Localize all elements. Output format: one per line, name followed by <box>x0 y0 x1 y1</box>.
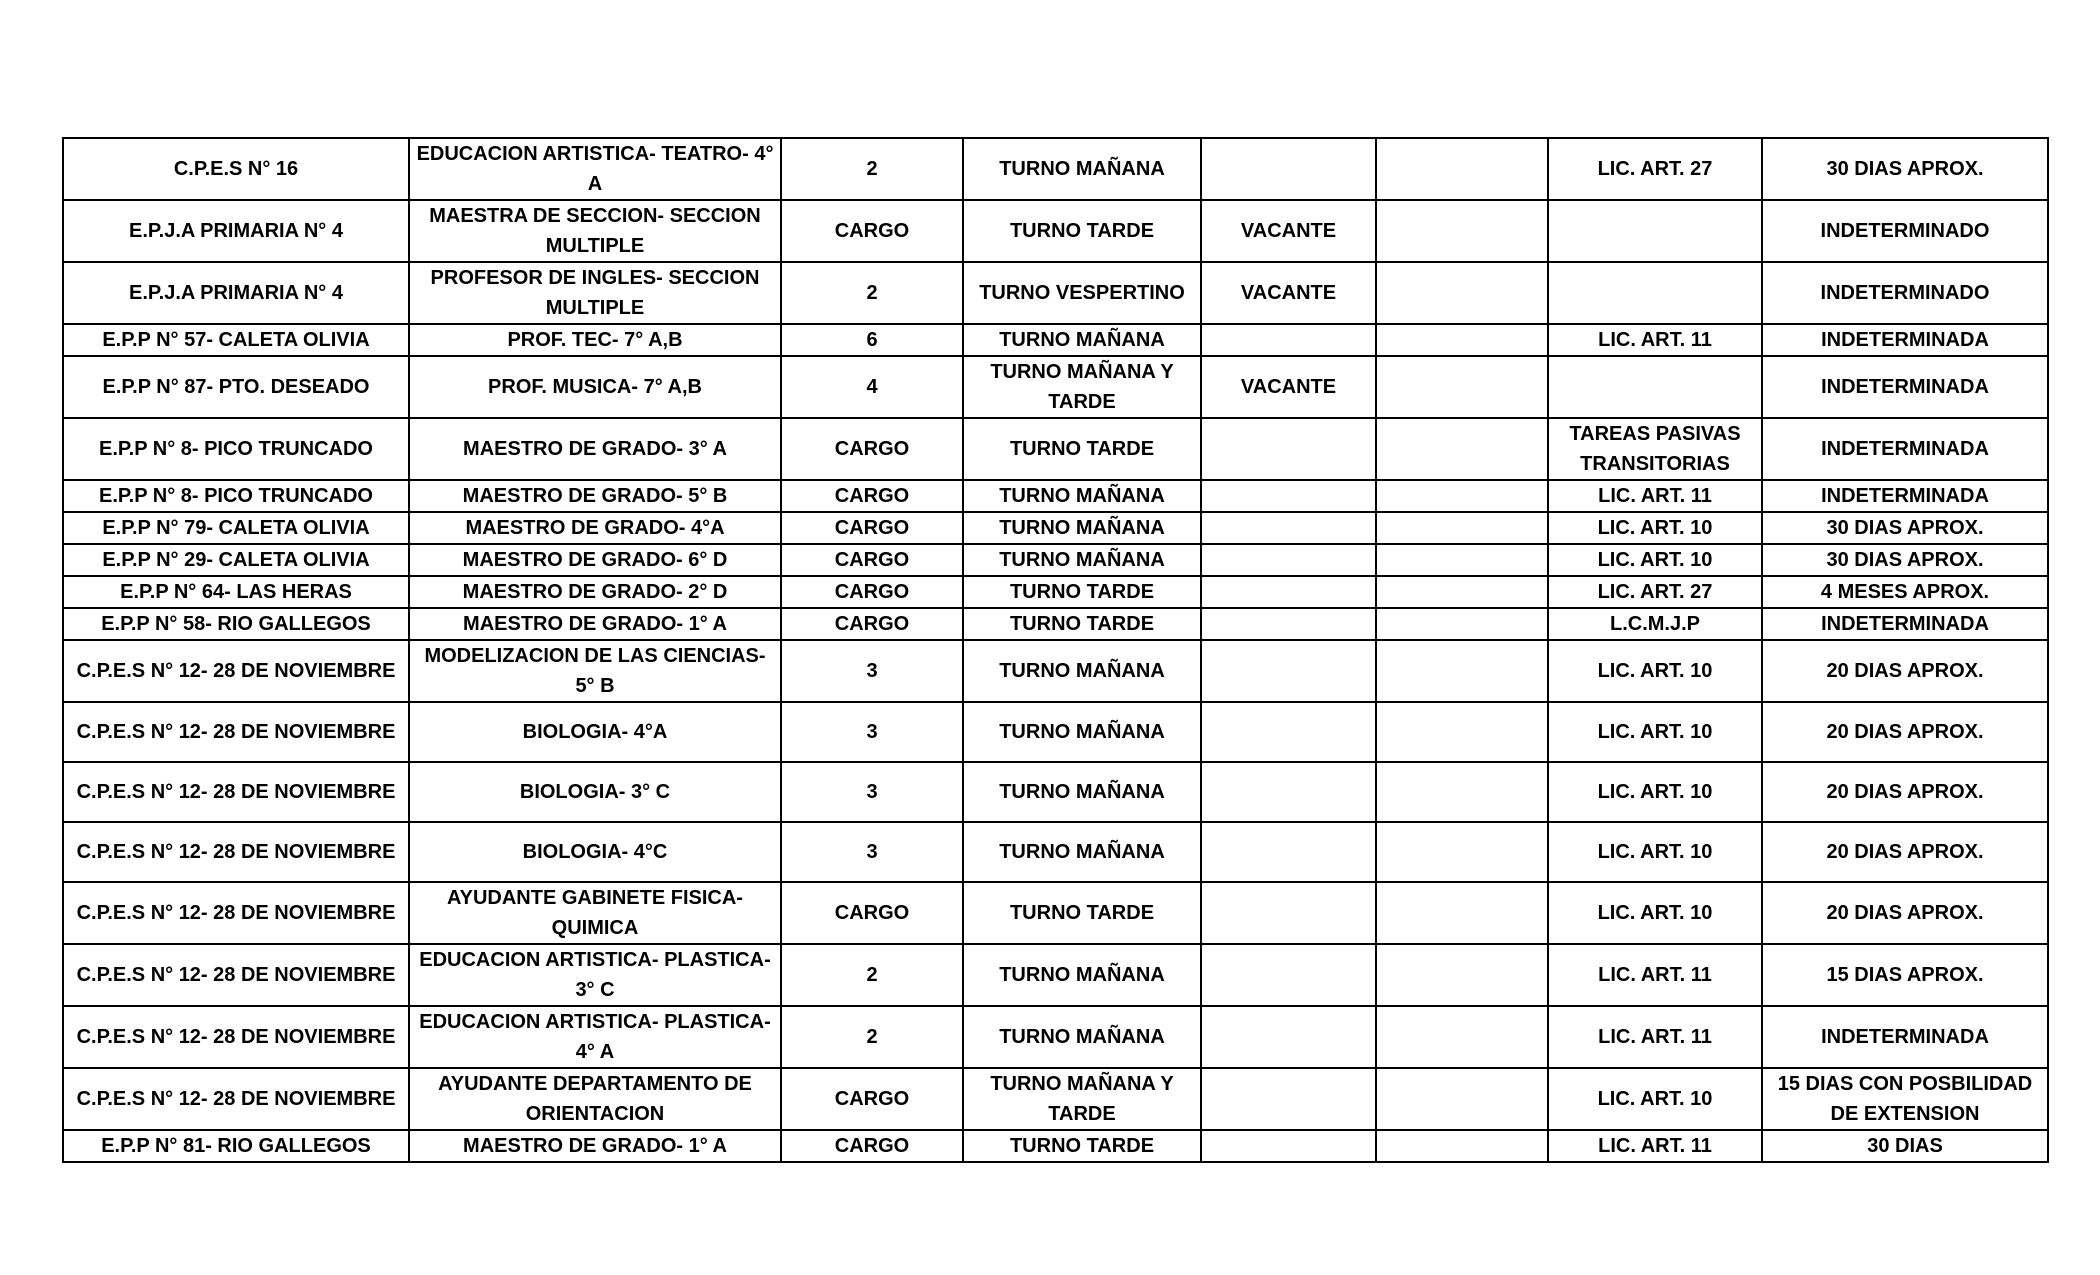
reason-cell: LIC. ART. 10 <box>1548 544 1762 576</box>
hours-cell: 2 <box>781 138 963 200</box>
extra-cell <box>1376 200 1548 262</box>
status-cell <box>1201 1068 1376 1130</box>
extra-cell <box>1376 138 1548 200</box>
shift-cell: TURNO MAÑANA <box>963 480 1201 512</box>
shift-cell: TURNO TARDE <box>963 608 1201 640</box>
status-cell: VACANTE <box>1201 262 1376 324</box>
subject-cell: EDUCACION ARTISTICA- PLASTICA- 4° A <box>409 1006 781 1068</box>
status-cell: VACANTE <box>1201 200 1376 262</box>
hours-cell: CARGO <box>781 544 963 576</box>
shift-cell: TURNO MAÑANA <box>963 512 1201 544</box>
table-row <box>63 324 2048 356</box>
extra-cell <box>1376 1006 1548 1068</box>
hours-cell: 3 <box>781 762 963 822</box>
duration-cell: 20 DIAS APROX. <box>1762 702 2048 762</box>
hours-cell: 2 <box>781 1006 963 1068</box>
extra-cell <box>1376 480 1548 512</box>
table-row <box>63 822 2048 882</box>
duration-cell: 30 DIAS APROX. <box>1762 138 2048 200</box>
school-cell: E.P.P N° 29- CALETA OLIVIA <box>63 544 409 576</box>
duration-cell: INDETERMINADA <box>1762 1006 2048 1068</box>
shift-cell: TURNO MAÑANA Y TARDE <box>963 1068 1201 1130</box>
extra-cell <box>1376 544 1548 576</box>
school-cell: E.P.P N° 8- PICO TRUNCADO <box>63 480 409 512</box>
table-row <box>63 944 2048 1006</box>
shift-cell: TURNO MAÑANA <box>963 544 1201 576</box>
subject-cell: MAESTRO DE GRADO- 1° A <box>409 608 781 640</box>
status-cell <box>1201 480 1376 512</box>
school-cell: C.P.E.S N° 12- 28 DE NOVIEMBRE <box>63 944 409 1006</box>
hours-cell: CARGO <box>781 512 963 544</box>
table-row <box>63 608 2048 640</box>
hours-cell: 6 <box>781 324 963 356</box>
reason-cell: LIC. ART. 10 <box>1548 512 1762 544</box>
extra-cell <box>1376 418 1548 480</box>
hours-cell: 2 <box>781 944 963 1006</box>
extra-cell <box>1376 576 1548 608</box>
reason-cell: LIC. ART. 10 <box>1548 822 1762 882</box>
subject-cell: BIOLOGIA- 4°A <box>409 702 781 762</box>
vacancy-table <box>62 137 2049 1163</box>
reason-cell: LIC. ART. 27 <box>1548 138 1762 200</box>
status-cell <box>1201 1006 1376 1068</box>
duration-cell: INDETERMINADA <box>1762 324 2048 356</box>
table-row <box>63 640 2048 702</box>
extra-cell <box>1376 1130 1548 1162</box>
table-row <box>63 762 2048 822</box>
hours-cell: CARGO <box>781 418 963 480</box>
status-cell <box>1201 512 1376 544</box>
duration-cell: INDETERMINADO <box>1762 262 2048 324</box>
shift-cell: TURNO TARDE <box>963 200 1201 262</box>
reason-cell: L.C.M.J.P <box>1548 608 1762 640</box>
extra-cell <box>1376 608 1548 640</box>
reason-cell: LIC. ART. 27 <box>1548 576 1762 608</box>
school-cell: C.P.E.S N° 12- 28 DE NOVIEMBRE <box>63 1006 409 1068</box>
shift-cell: TURNO TARDE <box>963 576 1201 608</box>
subject-cell: BIOLOGIA- 4°C <box>409 822 781 882</box>
table-row <box>63 418 2048 480</box>
duration-cell: 15 DIAS APROX. <box>1762 944 2048 1006</box>
table-body <box>63 138 2048 1162</box>
shift-cell: TURNO MAÑANA <box>963 324 1201 356</box>
extra-cell <box>1376 822 1548 882</box>
subject-cell: EDUCACION ARTISTICA- PLASTICA- 3° C <box>409 944 781 1006</box>
shift-cell: TURNO MAÑANA <box>963 822 1201 882</box>
reason-cell: LIC. ART. 10 <box>1548 762 1762 822</box>
hours-cell: 3 <box>781 822 963 882</box>
school-cell: C.P.E.S N° 12- 28 DE NOVIEMBRE <box>63 1068 409 1130</box>
status-cell <box>1201 1130 1376 1162</box>
duration-cell: 30 DIAS <box>1762 1130 2048 1162</box>
subject-cell: MODELIZACION DE LAS CIENCIAS- 5° B <box>409 640 781 702</box>
school-cell: E.P.P N° 64- LAS HERAS <box>63 576 409 608</box>
status-cell: VACANTE <box>1201 356 1376 418</box>
table-row <box>63 1068 2048 1130</box>
school-cell: C.P.E.S N° 12- 28 DE NOVIEMBRE <box>63 640 409 702</box>
hours-cell: CARGO <box>781 1130 963 1162</box>
school-cell: E.P.J.A PRIMARIA N° 4 <box>63 262 409 324</box>
extra-cell <box>1376 324 1548 356</box>
reason-cell: LIC. ART. 10 <box>1548 882 1762 944</box>
school-cell: C.P.E.S N° 16 <box>63 138 409 200</box>
reason-cell <box>1548 262 1762 324</box>
subject-cell: MAESTRA DE SECCION- SECCION MULTIPLE <box>409 200 781 262</box>
reason-cell: LIC. ART. 10 <box>1548 640 1762 702</box>
status-cell <box>1201 882 1376 944</box>
extra-cell <box>1376 1068 1548 1130</box>
duration-cell: 20 DIAS APROX. <box>1762 640 2048 702</box>
reason-cell: LIC. ART. 11 <box>1548 1130 1762 1162</box>
table-row <box>63 702 2048 762</box>
school-cell: C.P.E.S N° 12- 28 DE NOVIEMBRE <box>63 762 409 822</box>
subject-cell: PROF. TEC- 7° A,B <box>409 324 781 356</box>
shift-cell: TURNO MAÑANA <box>963 640 1201 702</box>
table-row <box>63 200 2048 262</box>
status-cell <box>1201 822 1376 882</box>
reason-cell: LIC. ART. 11 <box>1548 480 1762 512</box>
status-cell <box>1201 762 1376 822</box>
table-row <box>63 882 2048 944</box>
shift-cell: TURNO MAÑANA <box>963 762 1201 822</box>
school-cell: C.P.E.S N° 12- 28 DE NOVIEMBRE <box>63 882 409 944</box>
reason-cell: TAREAS PASIVAS TRANSITORIAS <box>1548 418 1762 480</box>
table-row <box>63 356 2048 418</box>
extra-cell <box>1376 640 1548 702</box>
extra-cell <box>1376 762 1548 822</box>
reason-cell: LIC. ART. 10 <box>1548 1068 1762 1130</box>
table-row <box>63 576 2048 608</box>
reason-cell: LIC. ART. 11 <box>1548 324 1762 356</box>
duration-cell: 30 DIAS APROX. <box>1762 544 2048 576</box>
reason-cell: LIC. ART. 11 <box>1548 1006 1762 1068</box>
reason-cell <box>1548 200 1762 262</box>
status-cell <box>1201 138 1376 200</box>
school-cell: E.P.P N° 87- PTO. DESEADO <box>63 356 409 418</box>
status-cell <box>1201 324 1376 356</box>
table-row <box>63 544 2048 576</box>
subject-cell: BIOLOGIA- 3° C <box>409 762 781 822</box>
duration-cell: 4 MESES APROX. <box>1762 576 2048 608</box>
table-row <box>63 512 2048 544</box>
duration-cell: 20 DIAS APROX. <box>1762 822 2048 882</box>
shift-cell: TURNO TARDE <box>963 882 1201 944</box>
school-cell: C.P.E.S N° 12- 28 DE NOVIEMBRE <box>63 822 409 882</box>
hours-cell: 3 <box>781 702 963 762</box>
extra-cell <box>1376 512 1548 544</box>
subject-cell: MAESTRO DE GRADO- 5° B <box>409 480 781 512</box>
duration-cell: 20 DIAS APROX. <box>1762 762 2048 822</box>
status-cell <box>1201 702 1376 762</box>
extra-cell <box>1376 702 1548 762</box>
duration-cell: INDETERMINADA <box>1762 418 2048 480</box>
school-cell: E.P.P N° 57- CALETA OLIVIA <box>63 324 409 356</box>
table-row <box>63 480 2048 512</box>
hours-cell: 4 <box>781 356 963 418</box>
status-cell <box>1201 944 1376 1006</box>
status-cell <box>1201 576 1376 608</box>
duration-cell: INDETERMINADA <box>1762 480 2048 512</box>
school-cell: E.P.P N° 58- RIO GALLEGOS <box>63 608 409 640</box>
shift-cell: TURNO MAÑANA <box>963 1006 1201 1068</box>
duration-cell: INDETERMINADA <box>1762 608 2048 640</box>
subject-cell: AYUDANTE GABINETE FISICA- QUIMICA <box>409 882 781 944</box>
shift-cell: TURNO MAÑANA <box>963 702 1201 762</box>
duration-cell: INDETERMINADO <box>1762 200 2048 262</box>
extra-cell <box>1376 356 1548 418</box>
extra-cell <box>1376 882 1548 944</box>
subject-cell: EDUCACION ARTISTICA- TEATRO- 4° A <box>409 138 781 200</box>
hours-cell: 3 <box>781 640 963 702</box>
hours-cell: CARGO <box>781 882 963 944</box>
duration-cell: 15 DIAS CON POSBILIDAD DE EXTENSION <box>1762 1068 2048 1130</box>
subject-cell: AYUDANTE DEPARTAMENTO DE ORIENTACION <box>409 1068 781 1130</box>
status-cell <box>1201 640 1376 702</box>
school-cell: E.P.P N° 81- RIO GALLEGOS <box>63 1130 409 1162</box>
hours-cell: CARGO <box>781 480 963 512</box>
shift-cell: TURNO MAÑANA <box>963 138 1201 200</box>
subject-cell: MAESTRO DE GRADO- 3° A <box>409 418 781 480</box>
table-row <box>63 1006 2048 1068</box>
status-cell <box>1201 544 1376 576</box>
extra-cell <box>1376 262 1548 324</box>
shift-cell: TURNO MAÑANA Y TARDE <box>963 356 1201 418</box>
table-row <box>63 138 2048 200</box>
hours-cell: CARGO <box>781 200 963 262</box>
shift-cell: TURNO TARDE <box>963 418 1201 480</box>
status-cell <box>1201 418 1376 480</box>
table-row <box>63 262 2048 324</box>
duration-cell: 20 DIAS APROX. <box>1762 882 2048 944</box>
school-cell: C.P.E.S N° 12- 28 DE NOVIEMBRE <box>63 702 409 762</box>
extra-cell <box>1376 944 1548 1006</box>
reason-cell: LIC. ART. 10 <box>1548 702 1762 762</box>
reason-cell: LIC. ART. 11 <box>1548 944 1762 1006</box>
subject-cell: MAESTRO DE GRADO- 2° D <box>409 576 781 608</box>
duration-cell: INDETERMINADA <box>1762 356 2048 418</box>
subject-cell: MAESTRO DE GRADO- 6° D <box>409 544 781 576</box>
school-cell: E.P.P N° 79- CALETA OLIVIA <box>63 512 409 544</box>
subject-cell: MAESTRO DE GRADO- 4°A <box>409 512 781 544</box>
hours-cell: CARGO <box>781 576 963 608</box>
school-cell: E.P.P N° 8- PICO TRUNCADO <box>63 418 409 480</box>
status-cell <box>1201 608 1376 640</box>
school-cell: E.P.J.A PRIMARIA N° 4 <box>63 200 409 262</box>
subject-cell: MAESTRO DE GRADO- 1° A <box>409 1130 781 1162</box>
hours-cell: CARGO <box>781 608 963 640</box>
subject-cell: PROF. MUSICA- 7° A,B <box>409 356 781 418</box>
hours-cell: CARGO <box>781 1068 963 1130</box>
reason-cell <box>1548 356 1762 418</box>
subject-cell: PROFESOR DE INGLES- SECCION MULTIPLE <box>409 262 781 324</box>
shift-cell: TURNO VESPERTINO <box>963 262 1201 324</box>
shift-cell: TURNO MAÑANA <box>963 944 1201 1006</box>
table-row <box>63 1130 2048 1162</box>
shift-cell: TURNO TARDE <box>963 1130 1201 1162</box>
hours-cell: 2 <box>781 262 963 324</box>
duration-cell: 30 DIAS APROX. <box>1762 512 2048 544</box>
